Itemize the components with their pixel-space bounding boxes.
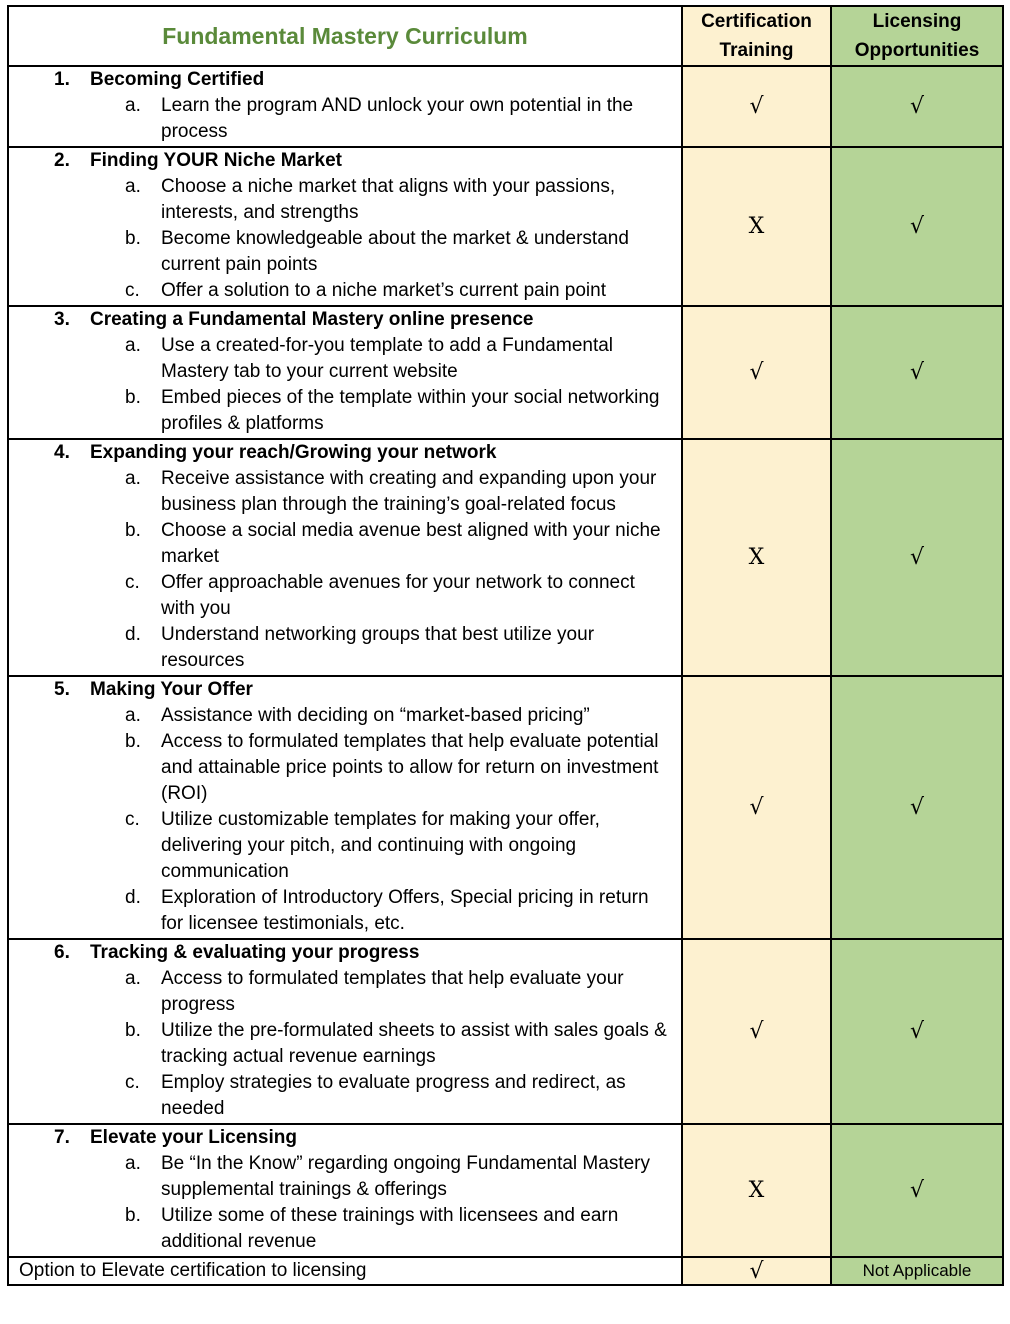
list-item <box>9 622 681 674</box>
section-row <box>8 1124 1003 1257</box>
list-item <box>9 1203 681 1255</box>
section-title-text: Tracking & evaluating your progress <box>90 942 420 963</box>
list-item <box>9 174 681 226</box>
section-title <box>9 940 681 966</box>
section-title-text: Creating a Fundamental Mastery online presence <box>90 309 534 330</box>
lic-mark: √ <box>831 439 1003 676</box>
cert-mark: X <box>682 147 831 306</box>
list-item-text: Be “In the Know” regarding ongoing Fundamental Mastery supplemental trainings & offerings <box>161 1153 650 1200</box>
cert-mark: X <box>682 1124 831 1257</box>
section-row <box>8 676 1003 939</box>
lic-mark: √ <box>831 306 1003 439</box>
list-item-letter: a. <box>125 95 141 116</box>
lic-mark: √ <box>831 147 1003 306</box>
list-item-letter: a. <box>125 176 141 197</box>
section-title <box>9 677 681 703</box>
section-row <box>8 66 1003 147</box>
list-item-letter: b. <box>125 387 141 408</box>
list-item <box>9 1151 681 1203</box>
section-content <box>8 147 682 306</box>
section-content <box>8 306 682 439</box>
section-number: 4. <box>54 442 70 463</box>
section-title-text: Finding YOUR Niche Market <box>90 150 342 171</box>
list-item-letter: b. <box>125 520 141 541</box>
list-item-text: Choose a niche market that aligns with your passions, interests, and strengths <box>161 176 616 223</box>
curriculum-rows <box>8 66 1003 1257</box>
section-title-text: Becoming Certified <box>90 69 265 90</box>
section-content <box>8 439 682 676</box>
list-item-letter: a. <box>125 1153 141 1174</box>
section-number: 5. <box>54 679 70 700</box>
section-title-text: Elevate your Licensing <box>90 1127 297 1148</box>
list-item <box>9 93 681 145</box>
cert-mark: √ <box>682 676 831 939</box>
footer-label: Option to Elevate certification to licensing <box>8 1257 682 1285</box>
list-item-text: Assistance with deciding on “market-based pricing” <box>161 705 590 726</box>
section-row <box>8 147 1003 306</box>
list-item <box>9 885 681 937</box>
certification-header: Certification Training <box>682 6 831 66</box>
list-item-text: Choose a social media avenue best aligned with your niche market <box>161 520 661 567</box>
list-item-text: Access to formulated templates that help evaluate your progress <box>161 968 624 1015</box>
list-item <box>9 1018 681 1070</box>
footer-lic-value: Not Applicable <box>831 1257 1003 1285</box>
list-item-letter: a. <box>125 705 141 726</box>
list-item-text: Embed pieces of the template within your social networking profiles & platforms <box>161 387 660 434</box>
section-row <box>8 306 1003 439</box>
section-content <box>8 939 682 1124</box>
list-item-letter: a. <box>125 335 141 356</box>
list-item-text: Utilize the pre-formulated sheets to assist with sales goals & tracking actual revenue earnings <box>161 1020 667 1067</box>
section-title-text: Making Your Offer <box>90 679 253 700</box>
lic-mark: √ <box>831 66 1003 147</box>
list-item-text: Offer approachable avenues for your network to connect with you <box>161 572 635 619</box>
list-item-text: Access to formulated templates that help evaluate potential and attainable price points to allow for return on investment (ROI) <box>161 731 659 804</box>
list-item-text: Exploration of Introductory Offers, Special pricing in return for licensee testimonials, etc. <box>161 887 649 934</box>
list-item <box>9 729 681 807</box>
list-item-text: Offer a solution to a niche market’s current pain point <box>161 280 606 301</box>
section-number: 6. <box>54 942 70 963</box>
list-item-letter: c. <box>125 572 140 593</box>
cert-mark: √ <box>682 66 831 147</box>
list-item-text: Understand networking groups that best utilize your resources <box>161 624 595 671</box>
list-item-letter: b. <box>125 1205 141 1226</box>
list-item-letter: a. <box>125 968 141 989</box>
section-row <box>8 939 1003 1124</box>
list-item-text: Become knowledgeable about the market & understand current pain points <box>161 228 629 275</box>
curriculum-table <box>7 5 1004 1286</box>
list-item <box>9 518 681 570</box>
list-item-text: Use a created-for-you template to add a Fundamental Mastery tab to your current website <box>161 335 614 382</box>
section-title <box>9 67 681 93</box>
list-item <box>9 466 681 518</box>
section-content <box>8 1124 682 1257</box>
list-item-text: Utilize some of these trainings with licensees and earn additional revenue <box>161 1205 619 1252</box>
cert-mark: √ <box>682 306 831 439</box>
section-number: 2. <box>54 150 70 171</box>
lic-mark: √ <box>831 676 1003 939</box>
section-number: 7. <box>54 1127 70 1148</box>
list-item-text: Employ strategies to evaluate progress and redirect, as needed <box>161 1072 626 1119</box>
list-item-letter: b. <box>125 228 141 249</box>
list-item-letter: b. <box>125 1020 141 1041</box>
list-item <box>9 570 681 622</box>
list-item <box>9 1070 681 1122</box>
footer-row <box>8 1257 1003 1285</box>
list-item-letter: c. <box>125 280 140 301</box>
list-item-letter: d. <box>125 624 141 645</box>
list-item-letter: b. <box>125 731 141 752</box>
list-item <box>9 703 681 729</box>
list-item-letter: c. <box>125 809 140 830</box>
licensing-header: Licensing Opportunities <box>831 6 1003 66</box>
section-number: 3. <box>54 309 70 330</box>
cert-mark: X <box>682 439 831 676</box>
footer-cert-mark: √ <box>682 1257 831 1285</box>
list-item-text: Utilize customizable templates for making your offer, delivering your pitch, and continuing with ongoing communication <box>161 809 600 882</box>
list-item <box>9 385 681 437</box>
section-row <box>8 439 1003 676</box>
list-item <box>9 226 681 278</box>
lic-mark: √ <box>831 939 1003 1124</box>
section-title <box>9 148 681 174</box>
list-item-letter: c. <box>125 1072 140 1093</box>
list-item-text: Learn the program AND unlock your own potential in the process <box>161 95 634 142</box>
section-number: 1. <box>54 69 70 90</box>
list-item <box>9 278 681 304</box>
section-content <box>8 66 682 147</box>
list-item-letter: a. <box>125 468 141 489</box>
section-title-text: Expanding your reach/Growing your network <box>90 442 497 463</box>
section-title <box>9 440 681 466</box>
page-title: Fundamental Mastery Curriculum <box>8 6 682 66</box>
section-title <box>9 307 681 333</box>
cert-mark: √ <box>682 939 831 1124</box>
section-title <box>9 1125 681 1151</box>
section-content <box>8 676 682 939</box>
list-item <box>9 966 681 1018</box>
list-item-text: Receive assistance with creating and expanding upon your business plan through the training’s goal-related focus <box>161 468 657 515</box>
lic-mark: √ <box>831 1124 1003 1257</box>
list-item <box>9 333 681 385</box>
list-item-letter: d. <box>125 887 141 908</box>
list-item <box>9 807 681 885</box>
